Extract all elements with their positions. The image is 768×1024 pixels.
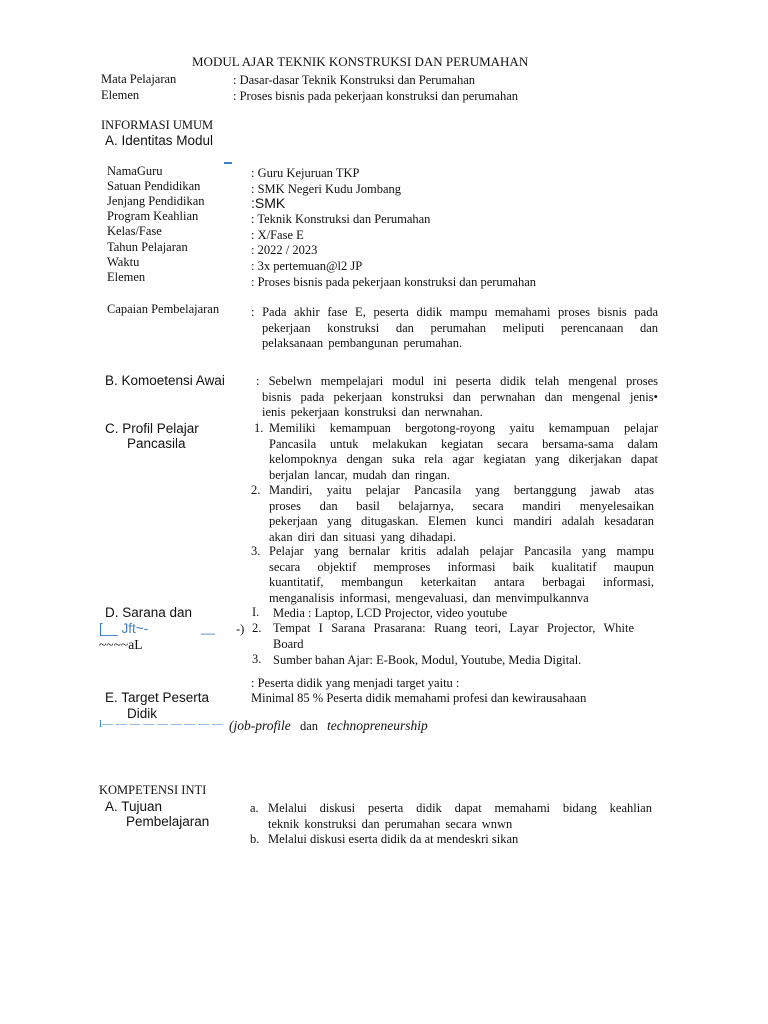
list-item: Melalui diskusi eserta didik da at mendeskri sikan xyxy=(268,832,519,846)
list-item xyxy=(273,621,634,652)
text-line: teknik konstruksi dan perumahan secara wnwn xyxy=(268,816,513,831)
dashed-line: l— — — — — — — — — xyxy=(99,718,224,730)
text-line: kelompoknya dengan suka rela agar kegiatan yang dikerjakan dapat xyxy=(269,452,658,467)
row-value: : Guru Kejuruan TKP xyxy=(251,166,360,180)
profil-heading-2: Pancasila xyxy=(127,436,186,451)
row-value: : 3x pertemuan@l2 JP xyxy=(251,259,363,273)
row-value: : SMK Negeri Kudu Jombang xyxy=(251,182,401,196)
row-label: Program Keahlian xyxy=(107,209,199,223)
row-label: Waktu xyxy=(107,255,140,269)
text-line: bisnis pada pekerjaan konstruksi dan perwnahan dan mengenal jenis• xyxy=(262,389,658,404)
scan-artifact: ~~~~aL xyxy=(99,637,143,652)
text-line: akan diri dan situasi yang dihadapi. xyxy=(269,529,457,544)
list-number: 1. xyxy=(254,421,264,435)
list-item xyxy=(269,544,654,606)
identitas-modul-heading: A. Identitas Modul xyxy=(105,133,214,148)
list-number: 3. xyxy=(252,652,262,666)
module-title: MODUL AJAR TEKNIK KONSTRUKSI DAN PERUMAHAN xyxy=(192,54,529,69)
technopreneurship-text: technopreneurship xyxy=(327,718,428,733)
row-value: : X/Fase E xyxy=(251,228,304,242)
kompetensi-inti-heading: KOMPETENSI INTI xyxy=(99,783,207,797)
text-line: secara objektif memproses informasi baik kualitatif maupun xyxy=(269,559,654,574)
sarana-heading: D. Sarana dan xyxy=(105,605,193,620)
list-item: Media : Laptop, LCD Projector, video youtube xyxy=(273,606,508,620)
row-label: Kelas/Fase xyxy=(107,224,162,238)
text-line: kuantitatif, membangun keterkaitan antara berbagai informasi, xyxy=(269,575,654,590)
text-line: pelaksanaan pembangunan perumahan. xyxy=(262,336,463,351)
row-value: : Proses bisnis pada pekerjaan konstruksi dan perumahan xyxy=(251,275,537,289)
text-line: menganalisis informasi, mengevaluasi, dan menvimpulkannva xyxy=(269,590,589,605)
text-line: ienis pekerjaan konstruksi dan nerwnahan. xyxy=(262,405,483,420)
row-label: Tahun Pelajaran xyxy=(107,240,188,254)
informasi-umum-heading: INFORMASI UMUM xyxy=(101,118,214,132)
text-line: : Sebelwn mempelajari modul ini peserta didik telah mengenal proses xyxy=(256,374,658,388)
tujuan-heading-2: Pembelajaran xyxy=(126,814,210,829)
text-line: proses dan basil belajarnya, secara mandiri menyelesaikan xyxy=(269,498,654,513)
text-line: Pelajar yang bernalar kritis adalah pelajar Pancasila yang mampu xyxy=(269,544,654,558)
tujuan-heading: A. Tujuan xyxy=(105,799,163,814)
target-line-2: Minimal 85 % Peserta didik memahami profesi dan kewirausahaan xyxy=(251,691,587,705)
text-line: : Pada akhir fase E, peserta didik mampu memahami proses bisnis pada xyxy=(251,305,658,319)
list-number: I. xyxy=(252,605,260,619)
row-value: :SMK xyxy=(251,195,286,211)
job-profile-text: (job-profile xyxy=(229,718,291,733)
kompetensi-awal-text xyxy=(256,374,658,421)
list-number: 3. xyxy=(251,544,261,558)
text-line: Pancasila untuk melakukan kegiatan secara bersama-sama dalam xyxy=(269,436,658,451)
text-line: Melalui diskusi peserta didik dapat memahami bidang keahlian xyxy=(268,801,652,815)
list-number: a. xyxy=(250,801,259,815)
dan-text: dan xyxy=(300,719,319,733)
row-label: NamaGuru xyxy=(107,164,163,178)
target-heading: E. Target Peserta xyxy=(105,690,210,705)
text-line: Board xyxy=(273,636,304,651)
text-line: Tempat I Sarana Prasarana: Ruang teori, Layar Projector, White xyxy=(273,621,634,635)
list-number: 2. xyxy=(251,483,261,497)
text-line: Memiliki kemampuan bergotong-royong yaitu kemampuan pelajar xyxy=(269,421,658,435)
kompetensi-awal-heading: B. Komoetensi Awai xyxy=(105,373,225,388)
row-label: Elemen xyxy=(107,270,146,284)
list-item xyxy=(269,421,658,483)
row-label: Satuan Pendidikan xyxy=(107,179,201,193)
mapel-label: Mata Pelajaran xyxy=(101,72,177,86)
text-line: berjalan lancar, mudah dan ringan. xyxy=(269,467,451,482)
capaian-label: Capaian Pembelajaran xyxy=(107,302,220,316)
text-line: pekerjaan yang ditugaskan. Elemen kunci mandiri adalah kesadaran xyxy=(269,514,654,529)
blue-mark xyxy=(224,162,232,164)
elemen-label: Elemen xyxy=(101,88,140,102)
scan-artifact: -) xyxy=(236,622,245,636)
text-line: pekerjaan konstruksi dan perumahan meliputi perencanaan dan xyxy=(262,320,658,335)
list-item xyxy=(269,483,654,545)
row-value: : Teknik Konstruksi dan Perumahan xyxy=(251,212,431,226)
row-value: : 2022 / 2023 xyxy=(251,243,318,257)
capaian-text xyxy=(251,305,658,352)
target-heading-2: Didik xyxy=(127,706,158,721)
list-number: 2. xyxy=(252,621,262,635)
elemen-value: : Proses bisnis pada pekerjaan konstruksi dan perumahan xyxy=(233,89,519,103)
list-item xyxy=(268,801,652,832)
target-line-1: : Peserta didik yang menjadi target yaitu : xyxy=(251,676,460,690)
text-line: Mandiri, yaitu pelajar Pancasila yang bertanggung jawab atas xyxy=(269,483,654,497)
scan-artifact: __ xyxy=(201,621,215,635)
profil-heading: C. Profil Pelajar xyxy=(105,421,199,436)
row-label: Jenjang Pendidikan xyxy=(107,194,205,208)
mapel-value: : Dasar-dasar Teknik Konstruksi dan Perumahan xyxy=(233,73,475,87)
list-item: Sumber bahan Ajar: E-Book, Modul, Youtube, Media Digital. xyxy=(273,653,582,667)
scan-artifact: [__ Jft~- xyxy=(99,621,149,636)
list-number: b. xyxy=(250,832,260,846)
